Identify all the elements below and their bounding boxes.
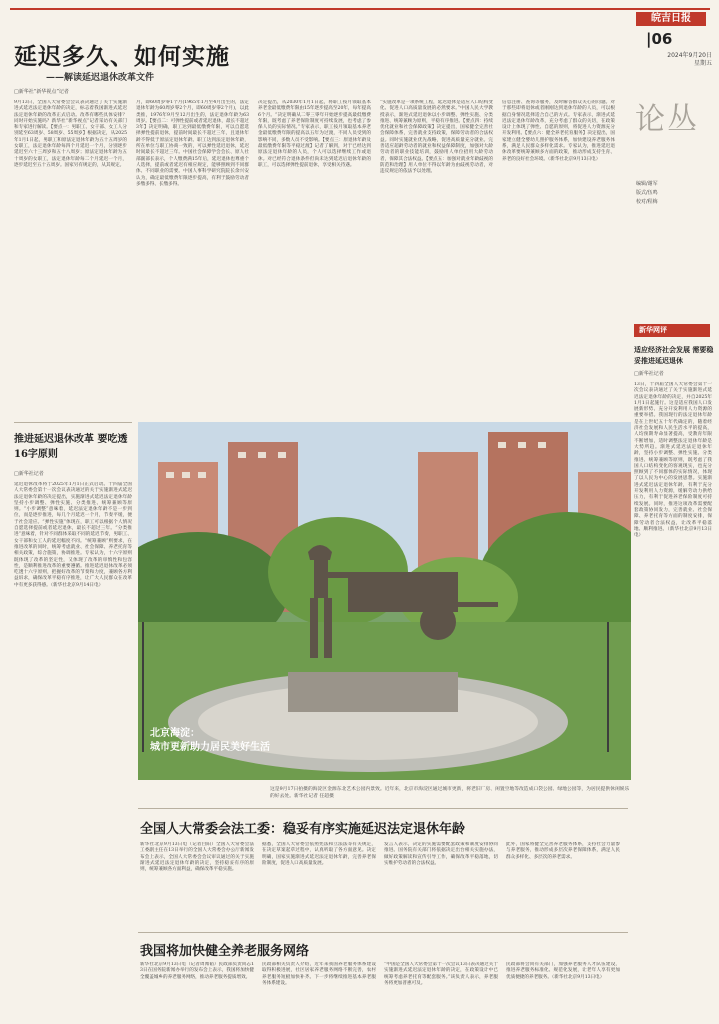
lead-column-4: “实施改革是一项系统工程，延迟退休是适应人口结构变化、促进人口高质量发展的必然要求。”中国人民大学教授表示，渐进式延迟退休以小步调整、弹性实施、分类推进、统筹兼顾为原则，平稳有序推进。【要点四：持续优化就业和社会保障政策】决定提出，国家健全完善社会保障体系，完善就业支持政策，保障劳动者的合法权益。同时实施就业优先战略，促进高质量充分就业。完善适应超龄劳动者的就业和权益保障制度，加强对大龄劳动者的职业技能培训，鼓励用人单位招用大龄劳动者，保障其合法权益。【要点五：加强对就业年龄歧视的防范和治理】用人单位不得以年龄为由歧视劳动者，对违反规定的依法予以处理。 bbox=[380, 100, 493, 175]
elder-column-2: 民政部相关负责人介绍，近年来我国养老服务体系建设取得积极进展，社区居家养老服务网络不断完善，农村养老服务短板加快补齐。下一步将继续推进基本养老服务体系建设。 bbox=[262, 962, 376, 986]
section-title bbox=[627, 94, 707, 154]
left-byline: □新华社记者 bbox=[14, 471, 44, 477]
comment-flag: 新华网评 bbox=[634, 324, 710, 337]
lead-column-2: 月，即60周岁零1个月(1965年1月至4月出生的，法定退休年龄为60周岁零2个月，即60周岁零2个月)，以此类推，1976年9月至12月出生的，法定退休年龄为63周岁。【要点二：可弹性提前或者延迟退休，最长不超过3年】决定明确，职工达到最低缴费年限，可以自愿选择弹性提前退休，提前时间最长不超过三年，且退休年龄不得低于原法定退休年龄。职工达到法定退休年龄，所在单位与职工协商一致的，可以弹性延迟退休，延迟时间最长不超过三年。中国社会保障学会会长、原人社部副部长表示，个人缴费满15年后，延迟退休也尊重个人选择，提前或者延迟有相应规定，能够照顾到不同群体、不同职业的需要。中国人事科学研究院院长余兴安认为，确定最低缴费年限逐步提高，有利于鼓励劳动者多缴多得、长缴多得。 bbox=[136, 100, 249, 187]
elder-column-4: 民政部将会同有关部门，加强养老服务人才队伍建设，推进养老服务标准化、规范化发展，让老年人享有更加优质便捷的养老服务。（新华社北京9月13日电） bbox=[506, 962, 620, 980]
comment-headline: 适应经济社会发展 需要稳妥推进延迟退休 bbox=[634, 345, 714, 365]
weekday: 星期五 bbox=[693, 60, 712, 67]
lead-headline: 延迟多久、如何实施 bbox=[14, 43, 230, 70]
photo-caption-text: 这是9月17日拍摄的海淀区金源东北艺术公园内景致。近年来，北京市海淀区通过城市更新，将老旧厂房、闲置空地等改造成口袋公园、绿地公园等，为居民提供休闲娱乐的好去处。新华社记者 任超摄 bbox=[270, 787, 630, 799]
divider bbox=[14, 422, 132, 423]
npc-column-2: 据悉，全国人大常委会依照宪法和立法法等有关规定，在决定草案起草过程中，认真听取了各方面意见。决定明确，国家实施渐进式延迟法定退休年龄，完善养老保险制度，促进人口高质量发展。 bbox=[262, 842, 376, 866]
lead-subheadline: ——解读延迟退休改革文件 bbox=[46, 73, 155, 83]
npc-headline: 全国人大常委会法工委：稳妥有序实施延迟法定退休年龄 bbox=[140, 822, 466, 837]
left-body: 延迟退休改革将于2025年1月1日正式启动。十四届全国人大常委会第十一次会议表决通过的关于实施渐进式延迟法定退休年龄的决定提出，实施渐进式延迟法定退休年龄坚持小步调整、弹性实施、分类推进、统筹兼顾等原则。“小步调整”意味着，延迟法定退休年龄不是一步到位，而是逐步推进，每几个月延迟一个月，节奏平缓，便于社会适应。“弹性实施”体现在，职工可以根据个人情况自愿选择提前或者延迟退休，最长不超过三年。“分类推进”意味着，针对不同群体采取不同的延迟节奏，男职工、女干部和女工人的延迟幅度不同。“统筹兼顾”则要求，在推进改革的同时，统筹考虑就业、社会保障、养老托育等相关政策，综合施策，协调推进。专家认为，十六字原则既体现了改革的坚定性，又体现了改革的审慎性和包容性，是顺利推进改革的重要遵循。推进延迟退休改革必须吃透十六字原则，把握好改革的节奏和力度，兼顾各方利益诉求，确保改革平稳有序推进，让广大人民群众在改革中有更多获得感。（新华社北京9月14日电） bbox=[14, 482, 132, 588]
npc-column-4: 此外，国家将健全完善养老服务体系，支持社会力量参与养老服务，推动形成多层次养老保障体系，满足人民群众多样化、多层次的养老需求。 bbox=[506, 842, 620, 860]
section-name: 论丛 bbox=[635, 102, 699, 137]
lead-column-1: 9月13日，全国人大常委会会议表决通过了关于实施渐进式延迟法定退休年龄的决定，标志着我国渐进式延迟法定退休年龄的改革正式启动。改革有哪些具体安排？同时开始实施吗？新华社“新华视点”记者采访有关部门和专家进行解读。【要点一：男职工、女干部、女工人分别延至63周岁、58周岁、55周岁】根据决定，从2025年1月1日起，男职工和原法定退休年龄为五十五周岁的女职工，法定退休年龄每四个月延迟一个月，分别逐步延迟至六十三周岁和五十八周岁；原法定退休年龄为五十周岁的女职工，法定退休年龄每二个月延迟一个月，逐步延迟至五十五周岁。国家另有规定的，从其规定。 bbox=[14, 100, 127, 168]
elder-headline: 我国将加快健全养老服务网络 bbox=[140, 944, 310, 959]
divider bbox=[138, 932, 628, 933]
photo-caption-line: 北京海淀： bbox=[150, 728, 200, 739]
editor-line: 版式/伍鸣 bbox=[636, 190, 658, 196]
elder-column-1: 新华社北京9月13日电（记者周闻韬）民政部负责同志13日在国务院新闻办举行的发布会上表示，我国将加快健全覆盖城乡的养老服务网络，推动养老服务提质增效。 bbox=[140, 962, 254, 980]
elder-column-3: “中国是全国人大常委会第十一次会议13日表决通过关于实施渐进式延迟法定退休年龄的决定，在政策设计中已统筹考虑养老托育等配套服务。”该负责人表示，养老服务将更加普惠可及。 bbox=[384, 962, 498, 986]
date: 2024年9月20日 bbox=[667, 52, 712, 59]
photo-caption-line: 城市更新助力居民美好生活 bbox=[150, 742, 270, 753]
comment-byline: □新华社记者 bbox=[634, 371, 664, 377]
header-rule bbox=[10, 8, 710, 10]
editor-line: 编辑/谢军 bbox=[636, 181, 658, 187]
photo-caption-headline bbox=[150, 727, 270, 755]
dateline bbox=[632, 52, 712, 68]
comment-body: 13日，十四届全国人大常委会第十一次会议表决通过了关于实施渐进式延迟法定退休年龄的决定，并自2025年1月1日起施行。这是适应我国人口发展新形势、充分开发利用人力资源的重要举措。我国现行的法定退休年龄是在上世纪五十年代确定的，随着经济社会发展和人民生活水平的提高，人均预期寿命显著提高，受教育年限不断增加，适时调整法定退休年龄是大势所趋。渐进式延迟法定退休年龄，坚持小步调整、弹性实施、分类推进、统筹兼顾等原则，既考虑了我国人口结构变化的客观现实，也充分照顾到了不同群体的实际情况，体现了以人民为中心的发展思想。实施渐进式延迟法定退休年龄，有利于充分开发利用人力资源，缓解劳动力供给压力，有利于促进养老保险制度可持续发展。同时，推进这项改革需要配套政策协同发力，完善就业、社会保障、养老托育等方面的制度安排，保障劳动者合法权益，让改革平稳落地、顺利推进。（新华社北京9月13日电） bbox=[634, 382, 712, 539]
divider bbox=[138, 808, 628, 809]
editor-index bbox=[636, 180, 708, 207]
npc-column-1: 新华社北京9月13日电（记者白阳）全国人大常委会法工委副主任在13日举行的全国人大常委会办公厅新闻发布会上表示，全国人大常委会会议审议通过的关于实施渐进式延迟法定退休年龄的决定，坚持稳妥有序的原则，统筹兼顾各方面利益，确保改革平稳实施。 bbox=[140, 842, 254, 873]
masthead-logo: 皖吉日报 bbox=[636, 12, 706, 26]
lead-column-5: 信息注册、查询等服务，及时解答群众关心的问题。对于那些即将退休或者刚刚达到退休年龄的人员，可以根据自身情况选择适合自己的方式。专家表示，渐进式延迟法定退休年龄改革，充分考虑了群众的关切，在政策设计上体现了弹性、自愿的原则，将促进人力资源充分开发利用。【要点六：健全养老托育服务】决定提出，国家建立健全婴幼儿照护服务体系，加快建设养老服务体系，满足人民群众多样化需求。专家认为，推进延迟退休改革要统筹兼顾多方面的政策，推动形成支持生育、养老的良好社会环境。（新华社北京9月13日电） bbox=[502, 100, 615, 162]
left-headline: 推进延迟退休改革 要吃透16字原则 bbox=[14, 434, 128, 460]
lead-byline: □新华社“新华视点”记者 bbox=[14, 89, 69, 95]
npc-column-3: 发言人表示，决定的实施需要配套政策和制度安排协同推进。国务院有关部门将依据决定出台相关实施办法，做好政策解读和宣传引导工作，确保改革平稳落地，切实维护劳动者的合法权益。 bbox=[384, 842, 498, 866]
editor-line: 校对/程梅 bbox=[636, 199, 658, 205]
lead-column-3: 决定提出，从2030年1月1日起，将职工按月领取基本养老金最低缴费年限由15年逐步提高至20年，每年提高6个月。“决定明确从二零三零年开始逐步提高最低缴费年限，既考虑了养老保险制度可持续发展，也考虑了参保人员的实际情况。”专家表示，职工按月领取基本养老金最低缴费年限的提高以五年为过渡，不同人员受到的影响不同，多数人员不受影响。【要点三：原退休年龄及最低缴费年限等平稳过渡】记者了解到，对于已经达到原法定退休年龄的人员，个人可以选择继续工作或退休。对已经符合退休条件但尚未达到延迟后退休年龄的职工，可以选择弹性提前退休，享受相关待遇。 bbox=[258, 100, 371, 168]
page-number: |06 bbox=[646, 30, 673, 48]
